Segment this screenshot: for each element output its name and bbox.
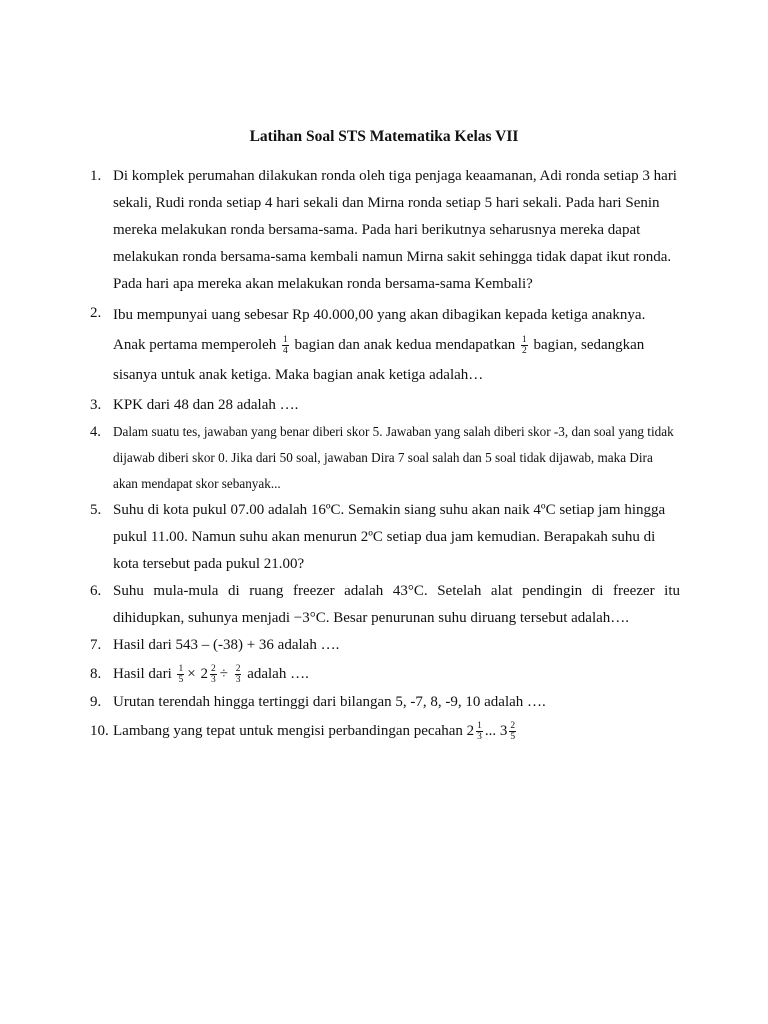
fraction-two-fifths: [509, 721, 516, 742]
text-part: bagian, sedangkan sisanya untuk anak ketiga. Maka bagian anak ketiga adalah…: [113, 337, 645, 383]
question-text: Suhu mula-mula di ruang freezer adalah 43°C. Setelah alat pendingin di freezer itu dihidupkan, suhunya menjadi −3°C. Besar penurunan suhu diruang tersebut adalah….: [113, 583, 680, 626]
question-number: 5.: [90, 502, 102, 518]
denominator: 5: [178, 675, 184, 686]
question-number: 2.: [90, 305, 102, 321]
denominator: 2: [522, 346, 527, 357]
question-7: [90, 632, 680, 659]
ellipsis: ...: [484, 723, 497, 739]
numerator: 1: [477, 721, 482, 732]
text-part: Lambang yang tepat untuk mengisi perbandingan pecahan: [113, 723, 463, 739]
numerator: 2: [210, 664, 216, 675]
text-part: bagian dan anak kedua mendapatkan: [294, 337, 516, 353]
question-8: [90, 659, 680, 689]
numerator: 2: [510, 721, 516, 732]
question-number: 6.: [90, 583, 102, 599]
question-text: Hasil dari 543 – (-38) + 36 adalah ….: [113, 637, 340, 653]
divide-sign: ÷: [219, 666, 228, 682]
numerator: 2: [235, 664, 241, 675]
numerator: 1: [178, 664, 184, 675]
fraction-two-thirds: [210, 664, 217, 685]
question-2: [90, 300, 680, 390]
fraction-one-third: [476, 721, 483, 742]
page-title: Latihan Soal STS Matematika Kelas VII: [249, 128, 519, 145]
question-list: [90, 163, 680, 746]
denominator: 5: [510, 732, 516, 743]
whole-number: 2: [200, 666, 208, 682]
question-number: 7.: [90, 637, 102, 653]
multiply-sign: ×: [187, 666, 196, 682]
question-number: 1.: [90, 168, 102, 184]
question-text: [113, 716, 680, 746]
fraction-one-half: [521, 335, 528, 356]
question-9: [90, 689, 680, 716]
question-text: Suhu di kota pukul 07.00 adalah 16ºC. Semakin siang suhu akan naik 4ºC setiap jam hingga pukul 11.00. Namun suhu akan menurun 2ºC setiap dua jam kemudian. Berapakah suhu di kota tersebut pada pukul 21.00?: [113, 502, 666, 572]
question-number: 9.: [90, 694, 102, 710]
question-text: KPK dari 48 dan 28 adalah ….: [113, 397, 299, 413]
question-text: Urutan terendah hingga tertinggi dari bilangan 5, -7, 8, -9, 10 adalah ….: [113, 694, 546, 710]
text-part: adalah ….: [247, 666, 309, 682]
fraction-one-fifth: [177, 664, 184, 685]
whole-number: 3: [499, 723, 508, 739]
denominator: 3: [235, 675, 241, 686]
denominator: 3: [210, 675, 216, 686]
question-6: [90, 578, 680, 632]
question-number: 10.: [90, 723, 109, 739]
question-5: [90, 497, 680, 578]
numerator: 1: [522, 335, 527, 346]
question-10: [90, 716, 680, 746]
question-3: [90, 392, 680, 419]
text-part: Hasil dari: [113, 666, 172, 682]
question-number: 3.: [90, 397, 102, 413]
whole-number: 2: [466, 723, 475, 739]
question-text: [113, 300, 680, 390]
denominator: 3: [477, 732, 482, 743]
question-text: Dalam suatu tes, jawaban yang benar diberi skor 5. Jawaban yang salah diberi skor -3, dan soal yang tidak dijawab diberi skor 0. Jika dari 50 soal, jawaban Dira 7 soal salah dan 5 soal tidak dijawab, maka Dira akan mendapat skor sebanyak...: [113, 424, 674, 491]
question-text: Di komplek perumahan dilakukan ronda oleh tiga penjaga keaamanan, Adi ronda setiap 3 hari sekali, Rudi ronda setiap 4 hari sekali dan Mirna ronda setiap 5 hari sekali. Pada hari Senin mereka melakukan ronda bersama-sama. Pada hari berikutnya seharusnya mereka dapat melakukan ronda bersama-sama kembali namun Mirna sakit sehingga tidak dapat ikut ronda. Pada hari apa mereka akan melakukan ronda bersama-sama Kembali?: [113, 168, 677, 292]
fraction-two-thirds: [235, 664, 242, 685]
question-1: [90, 163, 680, 298]
question-number: 4.: [90, 424, 101, 440]
question-4: [90, 419, 680, 497]
question-text: [113, 659, 680, 689]
numerator: 1: [283, 335, 288, 346]
fraction-one-quarter: [282, 335, 289, 356]
denominator: 4: [283, 346, 288, 357]
text-part: Ibu mempunyai uang sebesar Rp 40.000,00 yang akan dibagikan kepada ketiga anaknya. Anak pertama memperoleh: [113, 307, 646, 353]
question-number: 8.: [90, 666, 102, 682]
